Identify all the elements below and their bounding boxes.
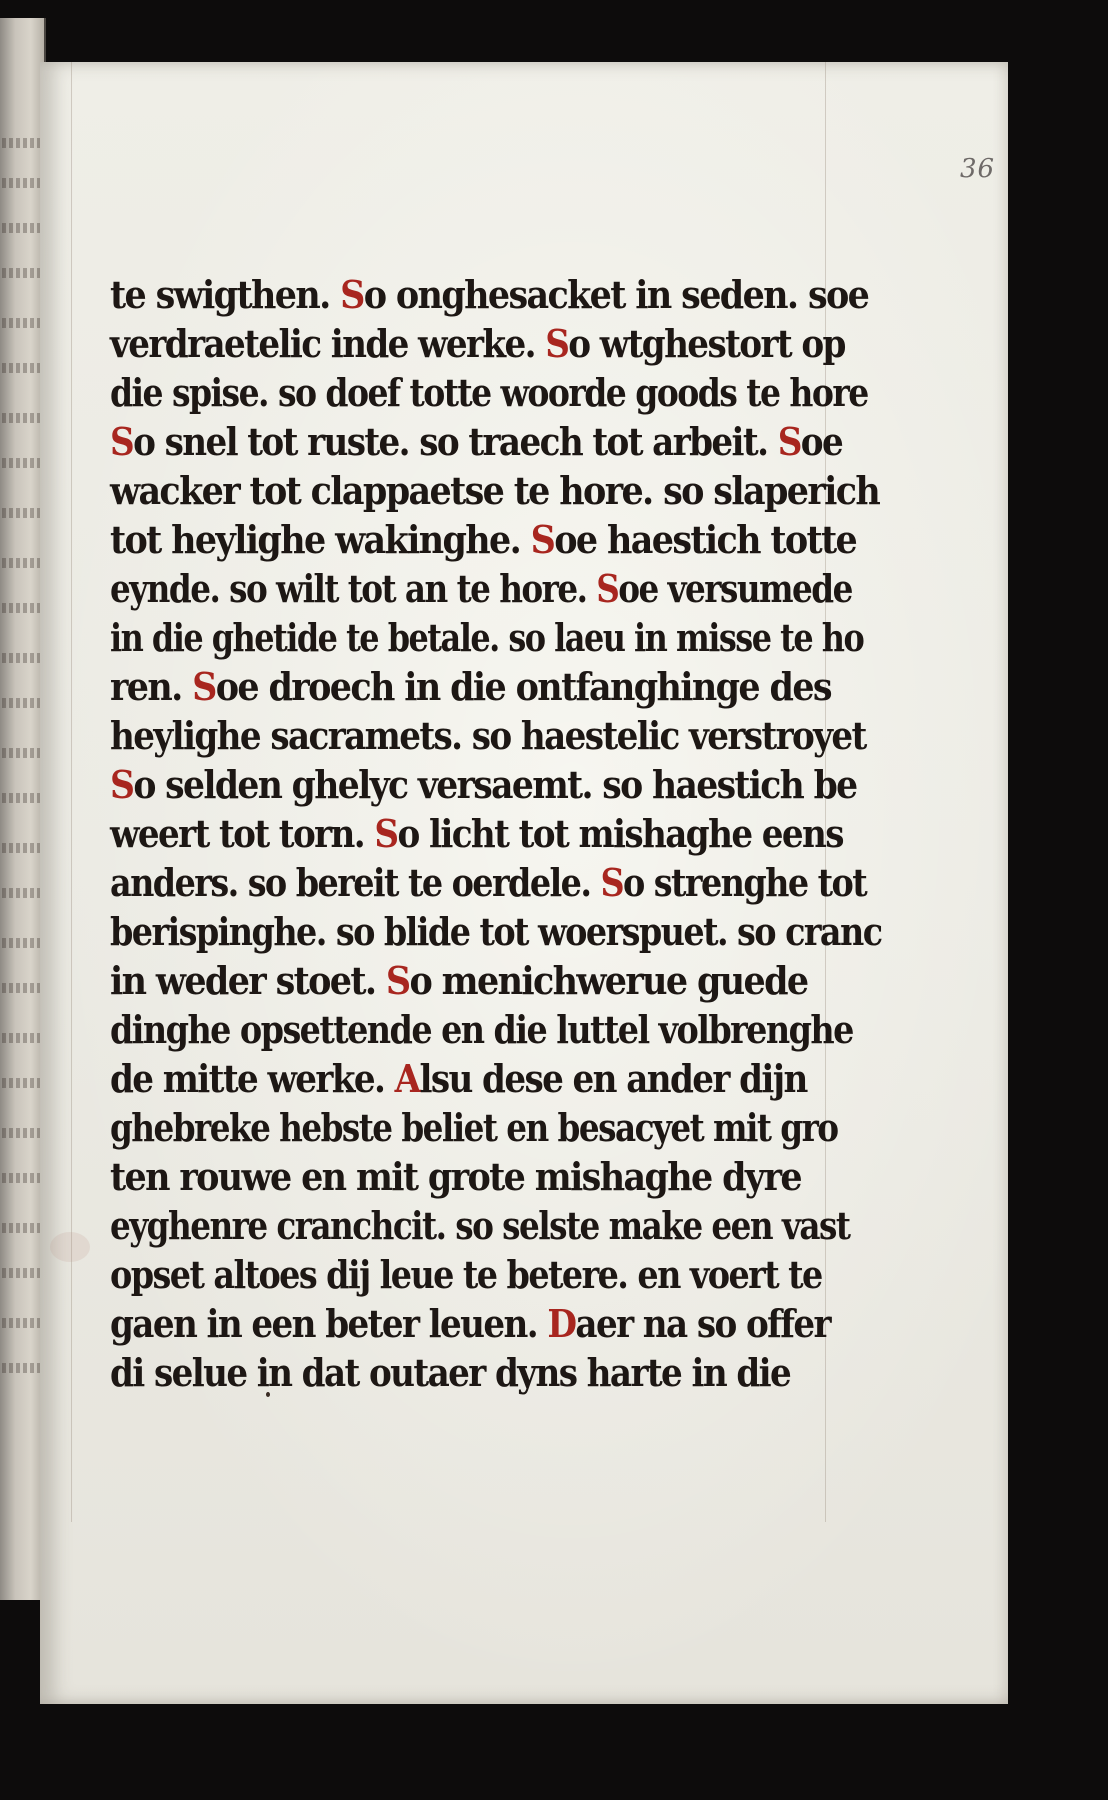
text-line: wacker tot clappaetse te hore. so slaperich — [110, 468, 880, 513]
text-line: berispinghe. so blide tot woerspuet. so cranc — [110, 909, 882, 954]
text-line: ghebreke hebste beliet en besacyet mit gro — [110, 1105, 838, 1150]
text-line: de mitte werke. Alsu dese en ander dijn — [110, 1056, 807, 1101]
stain — [50, 1232, 90, 1262]
text-line: die spise. so doef totte woorde goods te hore — [110, 370, 868, 415]
text-line: So snel tot ruste. so traech tot arbeit. Soe — [110, 419, 843, 464]
text-line: te swigthen. So onghesacket in seden. soe — [110, 272, 869, 317]
text-line: ren. Soe droech in die ontfanghinge des — [110, 664, 831, 709]
text-line: gaen in een beter leuen. Daer na so offer — [110, 1301, 830, 1346]
text-line: verdraetelic inde werke. So wtghestort op — [110, 321, 845, 366]
text-line: eynde. so wilt tot an te hore. Soe versumede — [110, 566, 852, 611]
text-line: in weder stoet. So menichwerue guede — [110, 958, 808, 1003]
parchment-page — [40, 62, 1008, 1704]
text-line: weert tot torn. So licht tot mishaghe eens — [110, 811, 843, 856]
ruling-line-left — [71, 62, 72, 1522]
text-line: So selden ghelyc versaemt. so haestich be — [110, 762, 857, 807]
text-line: dinghe opsettende en die luttel volbrenghe — [110, 1007, 853, 1052]
text-line: di selue in dat outaer dyns harte in die — [110, 1350, 791, 1395]
text-line: eyghenre cranchcit. so selste make een vast — [110, 1203, 850, 1248]
folio-number: 36 — [960, 154, 996, 184]
text-line: anders. so bereit te oerdele. So strenghe tot — [110, 860, 867, 905]
text-line: ten rouwe en mit grote mishaghe dyre — [110, 1154, 801, 1199]
text-line: opset altoes dij leue te betere. en voert te — [110, 1252, 822, 1297]
text-line: heylighe sacramets. so haestelic verstroyet — [110, 713, 866, 758]
text-line: tot heylighe wakinghe. Soe haestich totte — [110, 517, 857, 562]
text-column — [110, 267, 882, 1457]
text-line: in die ghetide te betale. so laeu in misse te ho — [110, 615, 864, 660]
